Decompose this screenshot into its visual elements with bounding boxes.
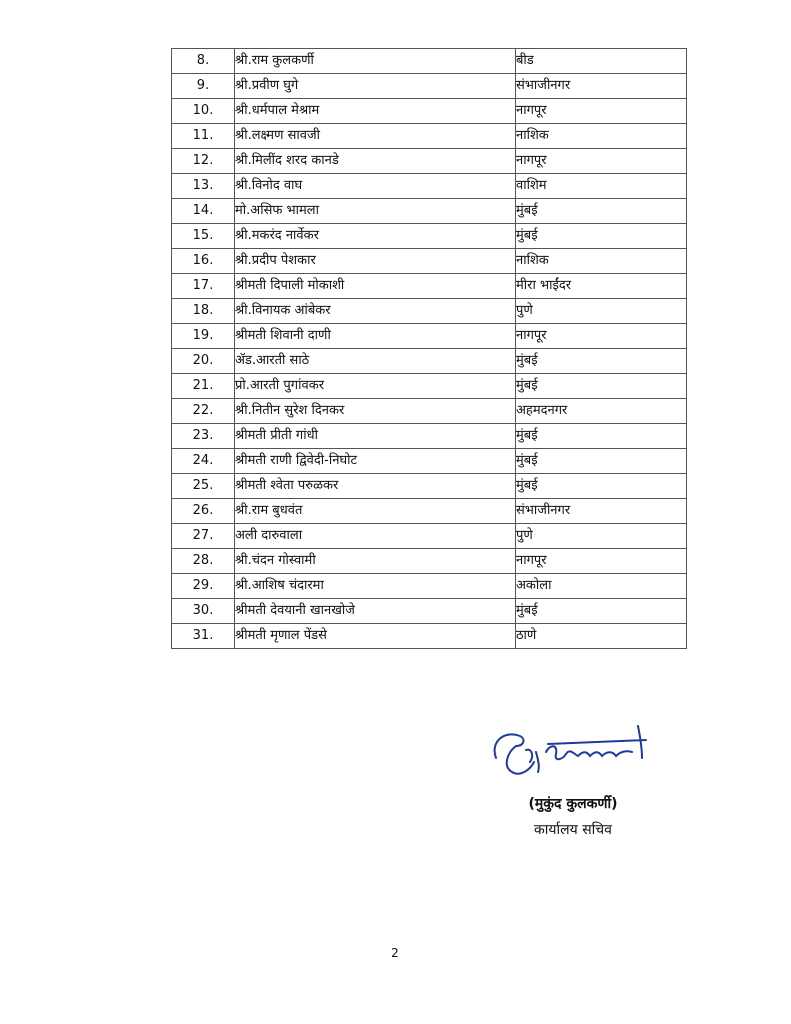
member-name: श्री.नितीन सुरेश दिनकर: [235, 399, 516, 424]
row-number: 13.: [172, 174, 235, 199]
table-row: [172, 49, 687, 74]
row-number: 12.: [172, 149, 235, 174]
row-number: 25.: [172, 474, 235, 499]
member-city: बीड: [516, 49, 687, 74]
signatory-title: कार्यालय सचिव: [534, 822, 612, 838]
member-name: श्री.मिलींद शरद कानडे: [235, 149, 516, 174]
table-row: [172, 174, 687, 199]
row-number: 26.: [172, 499, 235, 524]
member-name: श्री.चंदन गोस्वामी: [235, 549, 516, 574]
member-city: पुणे: [516, 524, 687, 549]
row-number: 11.: [172, 124, 235, 149]
row-number: 17.: [172, 274, 235, 299]
member-city: नागपूर: [516, 324, 687, 349]
table-row: [172, 574, 687, 599]
table-row: [172, 599, 687, 624]
table-row: [172, 549, 687, 574]
member-city: मुंबई: [516, 599, 687, 624]
row-number: 22.: [172, 399, 235, 424]
row-number: 28.: [172, 549, 235, 574]
table-row: [172, 624, 687, 649]
table-row: [172, 274, 687, 299]
table-row: [172, 149, 687, 174]
table-row: [172, 249, 687, 274]
member-city: वाशिम: [516, 174, 687, 199]
member-city: नाशिक: [516, 124, 687, 149]
member-city: नाशिक: [516, 249, 687, 274]
member-name: श्री.प्रदीप पेशकार: [235, 249, 516, 274]
member-city: अहमदनगर: [516, 399, 687, 424]
row-number: 20.: [172, 349, 235, 374]
member-name: श्री.मकरंद नार्वेकर: [235, 224, 516, 249]
table-row: [172, 299, 687, 324]
member-city: मुंबई: [516, 474, 687, 499]
member-city: नागपूर: [516, 99, 687, 124]
member-city: मीरा भाईंदर: [516, 274, 687, 299]
member-name: श्रीमती मृणाल पेंडसे: [235, 624, 516, 649]
member-name: श्री.लक्ष्मण सावजी: [235, 124, 516, 149]
member-city: अकोला: [516, 574, 687, 599]
member-city: ठाणे: [516, 624, 687, 649]
row-number: 18.: [172, 299, 235, 324]
member-table-body: [172, 49, 687, 649]
signatory-name: (मुकुंद कुलकर्णी): [528, 796, 618, 812]
table-row: [172, 424, 687, 449]
member-city: मुंबई: [516, 424, 687, 449]
row-number: 27.: [172, 524, 235, 549]
table-row: [172, 224, 687, 249]
member-name: श्री.धर्मपाल मेश्राम: [235, 99, 516, 124]
row-number: 31.: [172, 624, 235, 649]
member-name: श्री.राम बुधवंत: [235, 499, 516, 524]
member-city: नागपूर: [516, 149, 687, 174]
member-name: श्रीमती राणी द्विवेदी-निघोट: [235, 449, 516, 474]
table-row: [172, 99, 687, 124]
member-table: [171, 48, 687, 649]
table-row: [172, 449, 687, 474]
member-name: श्रीमती श्वेता परुळकर: [235, 474, 516, 499]
table-row: [172, 324, 687, 349]
table-row: [172, 399, 687, 424]
member-city: नागपूर: [516, 549, 687, 574]
row-number: 9.: [172, 74, 235, 99]
row-number: 14.: [172, 199, 235, 224]
row-number: 21.: [172, 374, 235, 399]
table-row: [172, 499, 687, 524]
member-city: मुंबई: [516, 199, 687, 224]
member-city: मुंबई: [516, 374, 687, 399]
table-row: [172, 349, 687, 374]
table-row: [172, 524, 687, 549]
member-name: श्रीमती प्रीती गांधी: [235, 424, 516, 449]
member-name: श्री.प्रवीण घुगे: [235, 74, 516, 99]
member-city: मुंबई: [516, 449, 687, 474]
member-city: संभाजीनगर: [516, 499, 687, 524]
row-number: 30.: [172, 599, 235, 624]
row-number: 8.: [172, 49, 235, 74]
row-number: 19.: [172, 324, 235, 349]
table-row: [172, 199, 687, 224]
member-name: अली दारुवाला: [235, 524, 516, 549]
table-row: [172, 124, 687, 149]
member-name: मो.असिफ भामला: [235, 199, 516, 224]
row-number: 10.: [172, 99, 235, 124]
table-row: [172, 374, 687, 399]
member-name: श्री.आशिष चंदारमा: [235, 574, 516, 599]
member-city: संभाजीनगर: [516, 74, 687, 99]
member-city: मुंबई: [516, 349, 687, 374]
table-row: [172, 74, 687, 99]
member-name: श्री.विनायक आंबेकर: [235, 299, 516, 324]
row-number: 29.: [172, 574, 235, 599]
member-name: श्री.राम कुलकर्णी: [235, 49, 516, 74]
member-city: मुंबई: [516, 224, 687, 249]
member-name: श्रीमती शिवानी दाणी: [235, 324, 516, 349]
member-name: श्रीमती दिपाली मोकाशी: [235, 274, 516, 299]
row-number: 15.: [172, 224, 235, 249]
table-row: [172, 474, 687, 499]
row-number: 24.: [172, 449, 235, 474]
row-number: 23.: [172, 424, 235, 449]
member-name: ॲड.आरती साठे: [235, 349, 516, 374]
signature-image: [486, 722, 658, 786]
page-number: 2: [391, 946, 399, 960]
member-name: श्री.विनोद वाघ: [235, 174, 516, 199]
member-city: पुणे: [516, 299, 687, 324]
member-name: प्रो.आरती पुगांवकर: [235, 374, 516, 399]
member-name: श्रीमती देवयानी खानखोजे: [235, 599, 516, 624]
row-number: 16.: [172, 249, 235, 274]
